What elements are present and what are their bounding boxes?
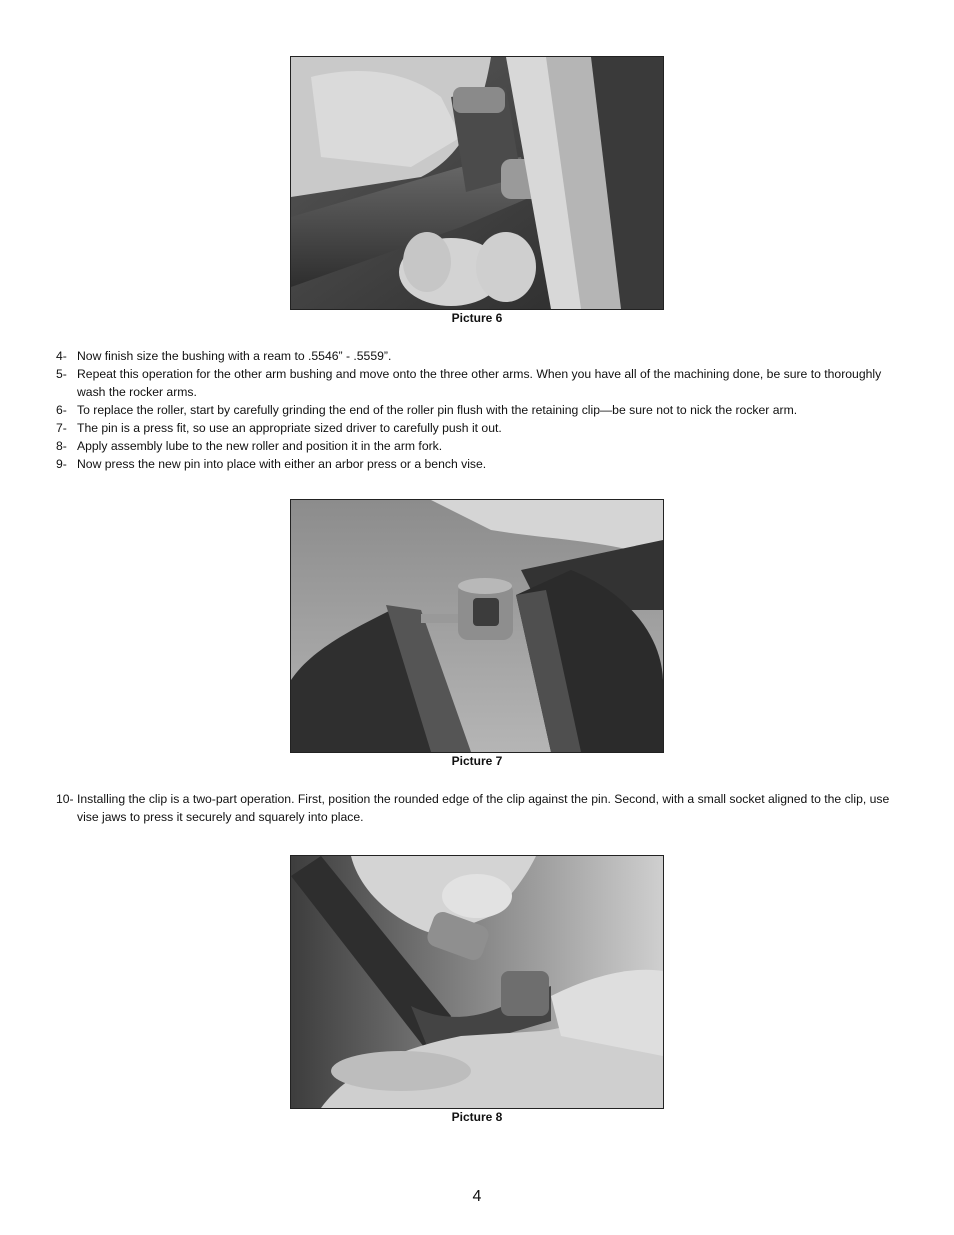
steps-list-10 (56, 790, 902, 826)
list-item (56, 437, 902, 455)
step-text: Now press the new pin into place with either an arbor press or a bench vise. (77, 457, 487, 471)
step-number: 5- (56, 367, 67, 381)
picture-7-caption: Picture 7 (451, 754, 503, 768)
page-number: 4 (472, 1188, 482, 1205)
step-number: 9- (56, 457, 67, 471)
list-item (56, 790, 902, 826)
step-number: 8- (56, 439, 67, 453)
step-text: Now finish size the bushing with a ream to .5546” - .5559”. (77, 349, 392, 363)
steps-list-4-9 (56, 347, 902, 473)
photo-pin-pressed-in-vise (291, 500, 663, 752)
step-number: 10- (56, 792, 74, 806)
step-text: To replace the roller, start by carefully grinding the end of the roller pin flush with the retaining clip—be sure not to nick the rocker arm. (77, 403, 798, 417)
step-number: 6- (56, 403, 67, 417)
step-text: The pin is a press fit, so use an appropriate sized driver to carefully push it out. (77, 421, 502, 435)
step-number: 4- (56, 349, 67, 363)
picture-7-photo (290, 499, 664, 753)
step-text: Installing the clip is a two-part operation. First, position the rounded edge of the clip against the pin. Second, with a small socket aligned to the clip, use vise jaws to press it securely and squarely into place. (77, 792, 890, 824)
step-text: Apply assembly lube to the new roller and position it in the arm fork. (77, 439, 443, 453)
photo-clip-installation-with-socket (291, 856, 663, 1108)
step-text: Repeat this operation for the other arm bushing and move onto the three other arms. When you have all of the machining done, be sure to thoroughly wash the rocker arms. (77, 367, 882, 399)
picture-8-photo (290, 855, 664, 1109)
list-item (56, 347, 902, 365)
picture-8-caption: Picture 8 (451, 1110, 503, 1124)
picture-6-photo (290, 56, 664, 310)
list-item (56, 365, 902, 401)
photo-rocker-arm-bushing-in-vise (291, 57, 663, 309)
picture-6-caption: Picture 6 (451, 311, 503, 325)
list-item (56, 419, 902, 437)
list-item (56, 401, 902, 419)
step-number: 7- (56, 421, 67, 435)
list-item (56, 455, 902, 473)
